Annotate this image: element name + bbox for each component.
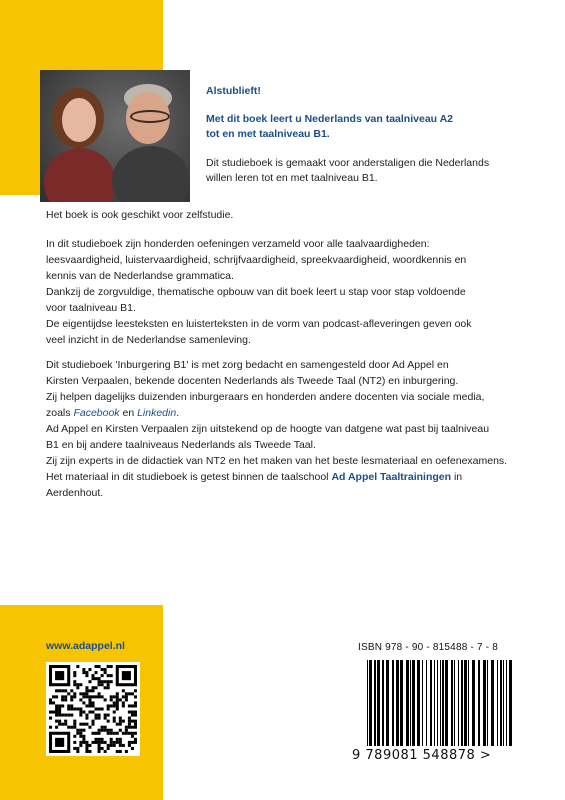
social-and-text: en: [119, 407, 138, 419]
website-link[interactable]: www.adappel.nl: [46, 640, 125, 652]
paragraph-3-line-8: [46, 469, 526, 485]
paragraph-3-line-3: Zij helpen dagelijks duizenden inburgeraars en honderden andere docenten via sociale media,: [46, 391, 485, 403]
school-intro-text: Het materiaal in dit studieboek is getest binnen de taalschool: [46, 471, 332, 483]
author-2-body: [112, 146, 190, 202]
authors-photo: [40, 70, 190, 202]
paragraph-2-line-4: Dankzij de zorgvuldige, thematische opbouw van dit boek leert u stap voor stap voldoende: [46, 286, 466, 298]
author-2-glasses: [130, 110, 170, 123]
social-end-period: .: [176, 407, 180, 419]
heading-goal-line-1: Met dit boek leert u Nederlands van taalniveau A2: [206, 113, 454, 125]
heading-welcome: Alstublieft!: [206, 85, 261, 97]
paragraph-2-line-2: leesvaardigheid, luistervaardigheid, schrijfvaardigheid, spreekvaardigheid, woordkennis en: [46, 254, 467, 266]
isbn-number: ISBN 978 - 90 - 815488 - 7 - 8: [358, 642, 498, 653]
paragraph-2-line-7: veel inzicht in de Nederlandse samenleving.: [46, 334, 251, 346]
qr-code-graphic: [49, 665, 137, 753]
facebook-link[interactable]: Facebook: [73, 407, 120, 419]
intro-line-1: Dit studieboek is gemaakt voor anderstaligen die Nederlands: [206, 157, 490, 169]
ean-number: 9 789081 548878 >: [352, 748, 492, 763]
barcode-graphic: [365, 660, 515, 748]
heading-goal-line-2: tot en met taalniveau B1.: [206, 128, 330, 140]
qr-code[interactable]: [46, 662, 140, 756]
paragraph-2-line-6: De eigentijdse leesteksten en luisterteksten in de vorm van podcast-afleveringen geven ook: [46, 318, 472, 330]
paragraph-2-line-5: voor taalniveau B1.: [46, 302, 136, 314]
intro-line-2: willen leren tot en met taalniveau B1.: [206, 172, 378, 184]
paragraph-2-line-3: kennis van de Nederlandse grammatica.: [46, 270, 234, 282]
author-1-face: [62, 98, 96, 142]
school-name: Ad Appel Taaltrainingen: [331, 471, 452, 483]
paragraph-3-line-7: Zij zijn experts in de didactiek van NT2 en het maken van het beste lesmateriaal en oefenexamens.: [46, 455, 508, 467]
school-in-text: in: [451, 471, 463, 483]
linkedin-link[interactable]: Linkedin: [137, 407, 177, 419]
author-1-body: [44, 148, 116, 202]
paragraph-3-line-1: Dit studieboek 'Inburgering B1' is met zorg bedacht en samengesteld door Ad Appel en: [46, 359, 449, 371]
social-intro-text: zoals: [46, 407, 74, 419]
paragraph-self-study: Het boek is ook geschikt voor zelfstudie.: [46, 209, 234, 221]
paragraph-3-line-6: B1 en bij andere taalniveaus Nederlands als Tweede Taal.: [46, 439, 316, 451]
paragraph-3-line-2: Kirsten Verpaalen, bekende docenten Nederlands als Tweede Taal (NT2) en inburgering.: [46, 375, 459, 387]
paragraph-3-line-5: Ad Appel en Kirsten Verpaalen zijn uitstekend op de hoogte van datgene wat past bij taalniveau: [46, 423, 490, 435]
paragraph-3-line-9: Aerdenhout.: [46, 487, 104, 499]
paragraph-2-line-1: In dit studieboek zijn honderden oefeningen verzameld voor alle taalvaardigheden:: [46, 238, 430, 250]
paragraph-3-line-4: [46, 405, 526, 421]
